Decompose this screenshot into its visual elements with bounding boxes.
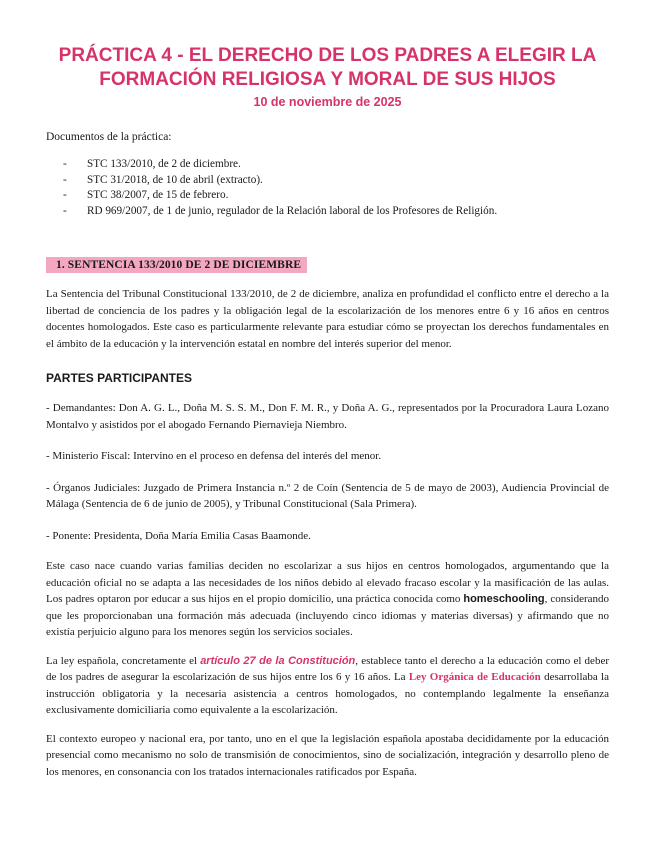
party-rapporteur: - Ponente: Presidenta, Doña María Emilia Casas Baamonde. xyxy=(46,529,311,542)
document-title xyxy=(46,44,609,92)
document-date: 10 de noviembre de 2025 xyxy=(253,95,402,109)
party-prosecutor: - Ministerio Fiscal: Intervino en el proceso en defensa del interés del menor. xyxy=(46,450,382,462)
document-item xyxy=(63,188,609,204)
document-item-text: STC 38/2007, de 15 de febrero. xyxy=(87,189,229,201)
context-paragraph: El contexto europeo y nacional era, por tanto, uno en el que la legislación española apostaba decididamente por la educación presencial como mecanismo no solo de transmisión de conocimientos, sino de socialización, integración y desarrollo pleno de los menores, en consonancia con los tratados internacionales ratificados por España. xyxy=(46,732,609,778)
title-line-2: FORMACIÓN RELIGIOSA Y MORAL DE SUS HIJOS xyxy=(99,69,556,90)
homeschooling-term: homeschooling xyxy=(463,593,545,605)
documents-list xyxy=(46,157,609,219)
law-paragraph xyxy=(46,653,609,719)
law-text-b: , establece tanto el derecho a la educación como el deber de los padres de asegurar la escolarización de sus hijos entre los 6 y 16 años. La xyxy=(46,654,609,683)
case-paragraph xyxy=(46,558,609,641)
intro-paragraph: La Sentencia del Tribunal Constitucional 133/2010, de 2 de diciembre, analiza en profundidad el conflicto entre el derecho a la libertad de conciencia de los padres y la obligación legal de la escolarización de los menores entre 6 y 16 años en centros docentes homologados. Este caso es particularmente relevante para estudiar cómo se proyectan los derechos fundamentales en el ámbito de la educación y la intervención estatal en nombre del interés superior del menor. xyxy=(46,288,609,350)
party-plaintiffs: - Demandantes: Don A. G. L., Doña M. S. S. M., Don F. M. R., y Doña A. G., representados por la Procuradora Laura Lozano Montalvo y asistidos por el abogado Fernando Piernavieja Niembro. xyxy=(46,402,609,431)
document-item xyxy=(63,157,609,173)
document-item-text: STC 133/2010, de 2 de diciembre. xyxy=(87,158,241,170)
bullet-dash: - xyxy=(63,173,67,186)
document-item-text: RD 969/2007, de 1 de junio, regulador de la Relación laboral de los Profesores de Religión. xyxy=(87,204,498,217)
document-item xyxy=(63,173,609,189)
parties-heading: PARTES PARTICIPANTES xyxy=(46,371,193,385)
bullet-dash: - xyxy=(63,158,67,170)
law-text-a: La ley española, concretamente el xyxy=(46,654,198,667)
article-27-reference: artículo 27 de la Constitución xyxy=(200,654,356,667)
title-line-1: PRÁCTICA 4 - EL DERECHO DE LOS PADRES A ELEGIR LA xyxy=(58,45,597,66)
case-text: Este caso nace cuando varias familias deciden no escolarizar a sus hijos en centros homologados, argumentando que la educación oficial no se adapta a las necesidades de los niños debido al elevado fracaso escolar y la masificación de las aulas. Los padres optaron por educar a sus hijos en el propio domicilio, una práctica conocida como xyxy=(46,560,609,605)
loe-reference: Ley Orgánica de Educación xyxy=(408,671,541,683)
document-item xyxy=(63,204,609,220)
bullet-dash: - xyxy=(63,204,67,217)
document-item-text: STC 31/2018, de 10 de abril (extracto). xyxy=(87,173,263,186)
documents-intro: Documentos de la práctica: xyxy=(46,131,172,143)
party-courts: - Órganos Judiciales: Juzgado de Primera Instancia n.º 2 de Coín (Sentencia de 5 de mayo de 2003), Audiencia Provincial de Málaga (Sentencia de 6 de junio de 2005), y Tribunal Constitucional (Sala Primera). xyxy=(46,481,609,510)
case-text-end: , considerando que les proporcionaban una formación más adecuada (incluyendo cinco idiomas y materias diversas) y afirmando que no existía perjuicio alguno para los menores según los servicios sociales. xyxy=(46,593,610,638)
section-heading-1: 1. SENTENCIA 133/2010 DE 2 DE DICIEMBRE xyxy=(46,257,307,273)
bullet-dash: - xyxy=(63,189,67,201)
law-text-c: desarrollaba la instrucción obligatoria y la necesaria asistencia a centros homologados, no contemplando legalmente la enseñanza exclusivamente domiciliaria como equivalente a la escolarización. xyxy=(46,671,609,716)
